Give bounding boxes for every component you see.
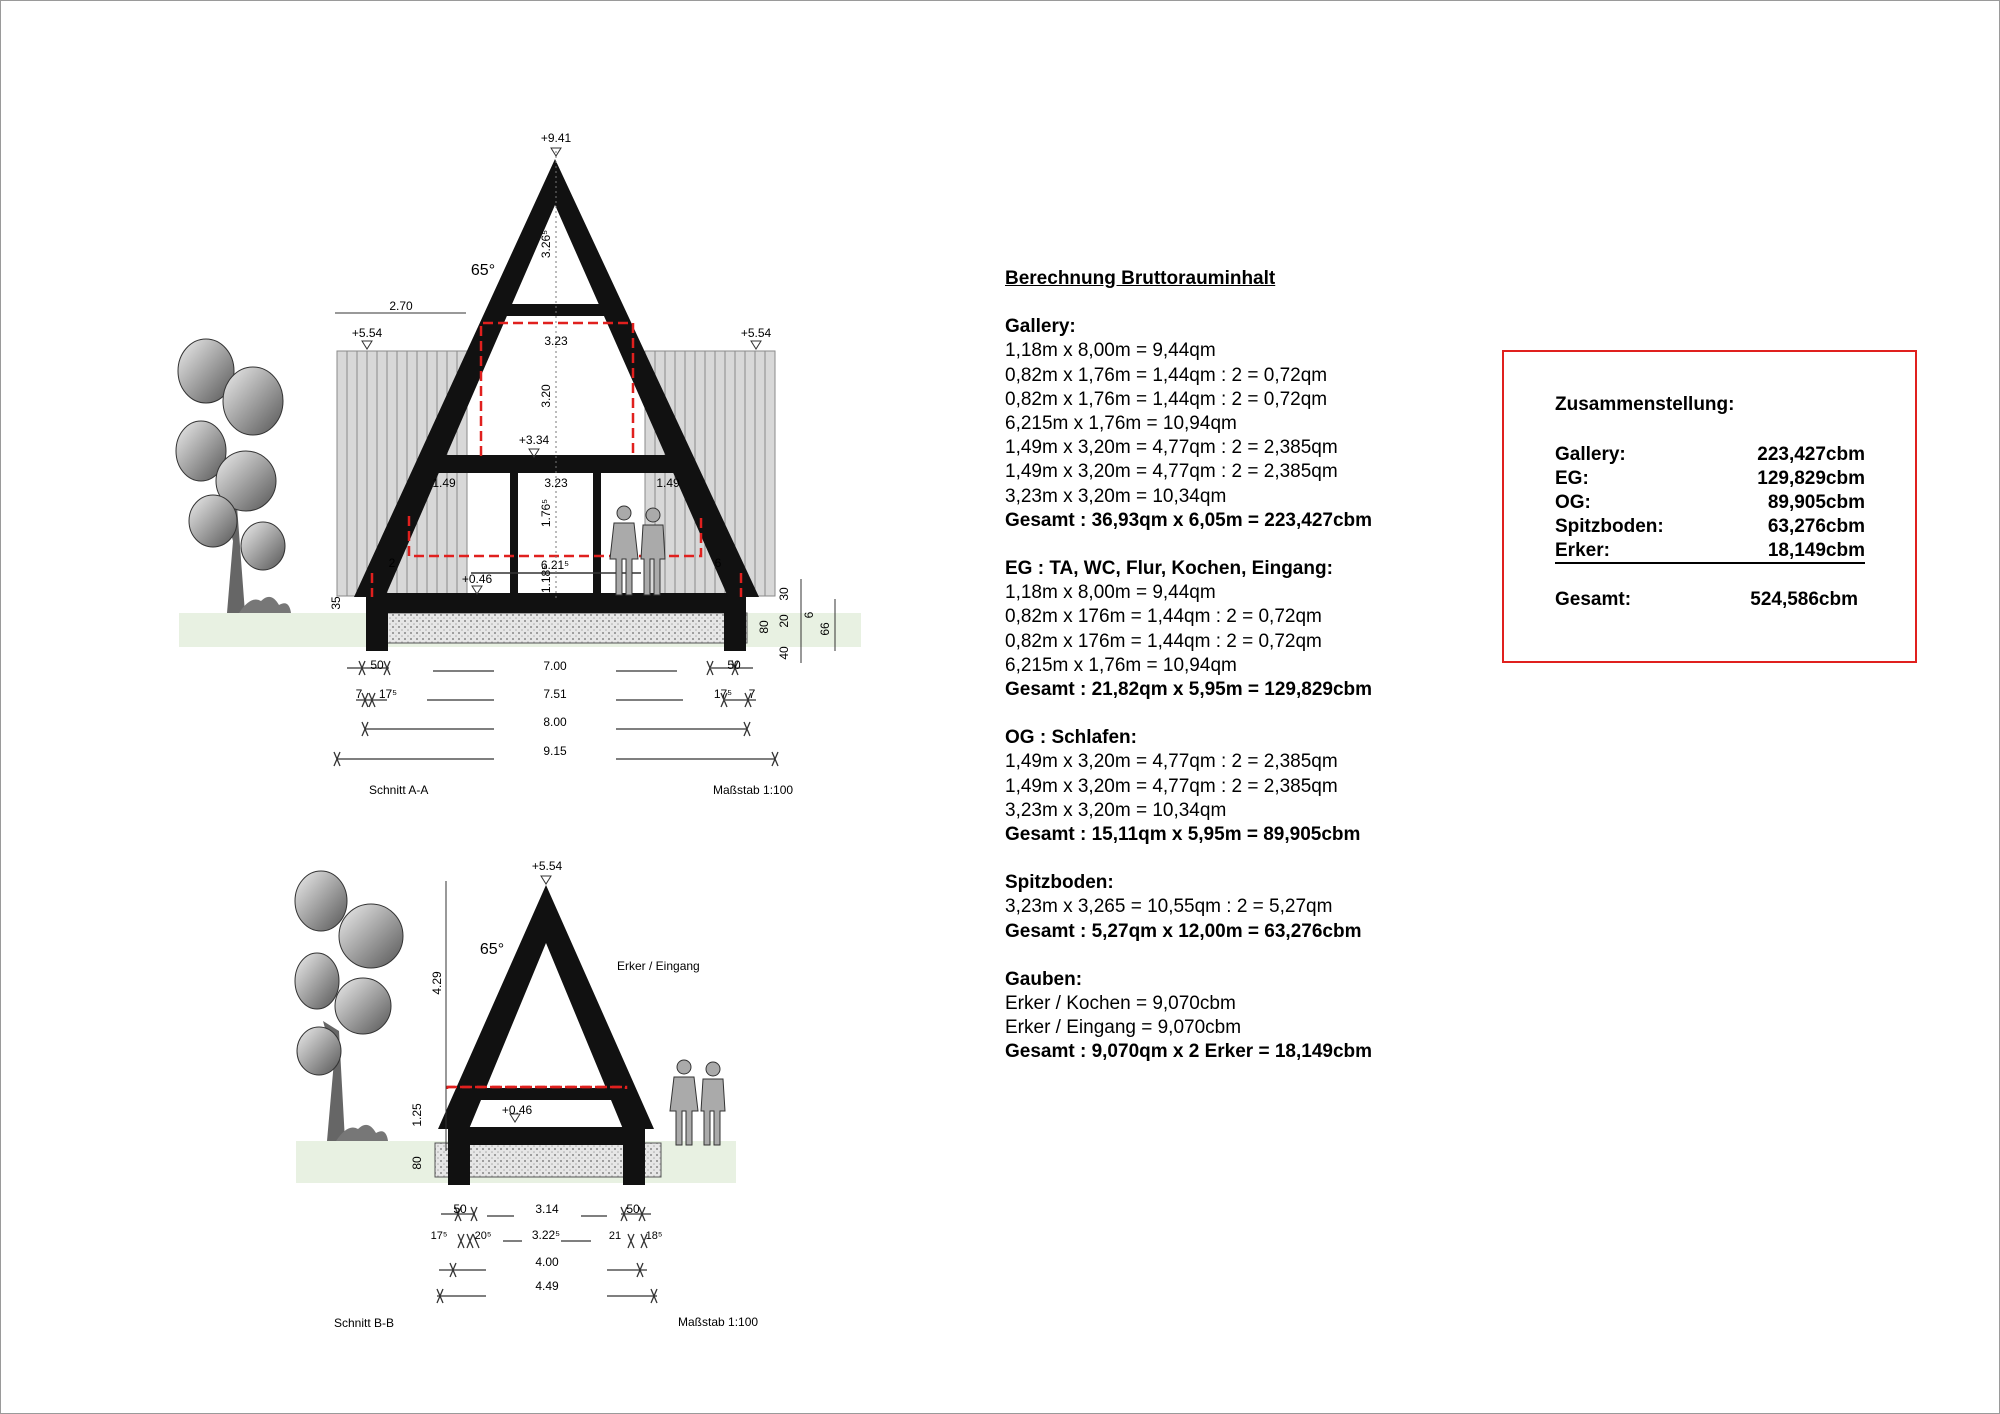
erker-label: Erker / Eingang [617,959,700,973]
calc-heading: EG : TA, WC, Flur, Kochen, Eingang: [1005,558,1333,580]
dim-floor-width: 6.21⁵ [540,558,570,572]
calc-line: 3,23m x 3,20m = 10,34qm [1005,799,1227,821]
inner-wall-right [593,471,601,596]
summary-value: 129,829cbm [1757,468,1865,489]
level-gallery: +3.34 [518,433,550,447]
calc-section-gauben [1005,968,1505,1065]
calc-line: Erker / Kochen = 9,070cbm [1005,993,1236,1015]
level-floor-b: +0.46 [501,1103,533,1117]
dim-b-h1: 4.29 [430,971,444,995]
dim-b-s-l1: 17⁵ [430,1230,448,1242]
summary-value: 89,905cbm [1767,492,1865,513]
calc-heading: OG : Schlafen: [1005,727,1137,749]
summary-value: 223,427cbm [1757,444,1865,465]
calc-line: 6,215m x 1,76m = 10,94qm [1005,413,1237,435]
calc-section-spitzboden [1005,871,1505,944]
dim-width-800: 8.00 [543,715,567,729]
calc-line: 3,23m x 3,265 = 10,55qm : 2 = 5,27qm [1005,896,1333,918]
level-wall-left: +5.54 [351,326,383,340]
calculation-title: Berechnung Bruttorauminhalt [1005,268,1276,289]
calc-line: 0,82m x 1,76m = 1,44qm : 2 = 0,72qm [1005,388,1328,410]
dim-b-s-r2: 18⁵ [645,1230,663,1242]
dim-step-l2: 17⁵ [378,687,398,701]
calc-section-eg [1005,557,1505,702]
dim-b-w4: 4.49 [535,1279,559,1293]
dim-b-h3: 80 [410,1156,424,1170]
dim-b-w3: 4.00 [535,1255,559,1269]
summary-total-value: 524,586cbm [1750,589,1858,610]
calc-line: 1,49m x 3,20m = 4,77qm : 2 = 2,385qm [1005,461,1338,483]
calc-heading: Gauben: [1005,968,1083,990]
dim-r66: 66 [818,622,832,636]
calc-section-gallery [1005,315,1505,533]
people-silhouettes [610,506,665,595]
summary-label: EG: [1555,468,1589,489]
calc-heading: Spitzboden: [1005,872,1114,894]
calc-line: 1,18m x 8,00m = 9,44qm [1005,340,1216,362]
summary-value: 63,276cbm [1767,516,1865,537]
dim-width-915: 9.15 [543,744,567,758]
dim-step-r2: 7 [748,687,756,701]
calc-section-og [1005,726,1505,847]
dim-floor-height: 1.18⁵ [539,564,553,594]
calc-total: Gesamt : 15,11qm x 5,95m = 89,905cbm [1005,824,1361,846]
dim-r20: 20 [777,614,791,628]
summary-label: Erker: [1555,540,1610,561]
dim-gallery-width: 3.23 [544,476,568,490]
calc-line: 3,23m x 3,20m = 10,34qm [1005,485,1227,507]
level-floor: +0.46 [461,572,493,586]
calc-line: 0,82m x 176m = 1,44qm : 2 = 0,72qm [1005,606,1322,628]
dim-r40: 40 [777,646,791,660]
calc-line: 0,82m x 1,76m = 1,44qm : 2 = 0,72qm [1005,364,1328,386]
calc-line: Erker / Eingang = 9,070cbm [1005,1017,1242,1039]
dim-b-h2: 1.25 [410,1103,424,1127]
calc-line: 0,82m x 176m = 1,44qm : 2 = 0,72qm [1005,630,1322,652]
roof-angle: 65° [470,262,496,279]
calc-line: 1,18m x 8,00m = 9,44qm [1005,582,1216,604]
summary-row-erker [1555,540,1865,564]
calculation-block [1005,267,1505,1089]
section-a-caption: Schnitt A-A [369,783,429,797]
dim-footing-left: 50 [370,658,384,672]
summary-label: Gallery: [1555,444,1626,465]
dim-wall: 35 [329,596,343,610]
dim-upper-height: 3.20 [539,384,553,408]
dim-b-s-l2: 20⁵ [474,1230,492,1242]
dim-top-width: 2.70 [389,299,413,313]
collar-beam-upper [496,304,614,316]
calc-total: Gesamt : 21,82qm x 5,95m = 129,829cbm [1005,679,1373,701]
level-ridge: +9.41 [540,131,572,145]
gallery-floor-beam [425,455,685,473]
tree-b [295,871,403,1141]
dim-edge-right: 6 [714,556,722,570]
roof-angle-b: 65° [479,941,505,958]
calc-total: Gesamt : 36,93qm x 6,05m = 223,427cbm [1005,509,1373,531]
dim-width-751: 7.51 [543,687,567,701]
summary-row-og [1555,492,1865,516]
calc-heading: Gallery: [1005,316,1076,338]
level-wall-right: +5.54 [740,326,772,340]
summary-row-eg [1555,468,1865,492]
dim-b-s-r1: 21 [608,1230,622,1242]
level-ridge-b: +5.54 [531,859,563,873]
dim-b-footing-left: 50 [453,1202,467,1216]
calc-line: 1,49m x 3,20m = 4,77qm : 2 = 2,385qm [1005,437,1338,459]
summary-label: OG: [1555,492,1591,513]
dim-upper-width: 3.23 [544,334,568,348]
summary-value: 18,149cbm [1767,540,1865,561]
calc-line: 1,49m x 3,20m = 4,77qm : 2 = 2,385qm [1005,775,1338,797]
dim-b-footing-right: 50 [626,1202,640,1216]
dim-r80: 80 [757,620,771,634]
section-b-scale: Maßstab 1:100 [678,1315,759,1329]
section-b-caption: Schnitt B-B [334,1316,395,1330]
people-b [670,1060,725,1145]
tree-left [176,339,291,613]
dim-gable-height: 3.26⁵ [539,229,553,259]
foundation-slab [369,613,747,643]
dim-width-700: 7.00 [543,659,567,673]
summary-title: Zusammenstellung: [1555,394,1735,415]
dim-r6: 6 [802,611,816,619]
dim-step-l1: 7 [355,687,363,701]
dim-side-right: 1.49 [656,476,680,490]
inner-wall-left [510,471,518,596]
calc-total: Gesamt : 9,070qm x 2 Erker = 18,149cbm [1005,1041,1373,1063]
dim-r30: 30 [777,587,791,601]
summary-row-gallery [1555,444,1865,468]
calc-total: Gesamt : 5,27qm x 12,00m = 63,276cbm [1005,920,1362,942]
dim-knee-height: 1.76⁵ [539,498,553,528]
calc-line: 6,215m x 1,76m = 10,94qm [1005,654,1237,676]
calc-line: 1,49m x 3,20m = 4,77qm : 2 = 2,385qm [1005,751,1338,773]
dim-b-w1: 3.14 [535,1202,559,1216]
summary-box [1502,350,1917,663]
dim-side-left: 1.49 [432,476,456,490]
dim-step-r1: 17⁵ [713,687,733,701]
section-a-drawing [1,1,901,821]
summary-label: Spitzboden: [1555,516,1664,537]
summary-row-total [1555,589,1858,613]
section-a-scale: Maßstab 1:100 [713,783,794,797]
summary-row-spitzboden [1555,516,1865,540]
section-b-drawing [1,821,901,1341]
dim-b-w2: 3.22⁵ [531,1228,561,1242]
dim-edge-left: 2 [388,556,396,570]
summary-total-label: Gesamt: [1555,589,1632,610]
dim-footing-right: 50 [727,658,741,672]
